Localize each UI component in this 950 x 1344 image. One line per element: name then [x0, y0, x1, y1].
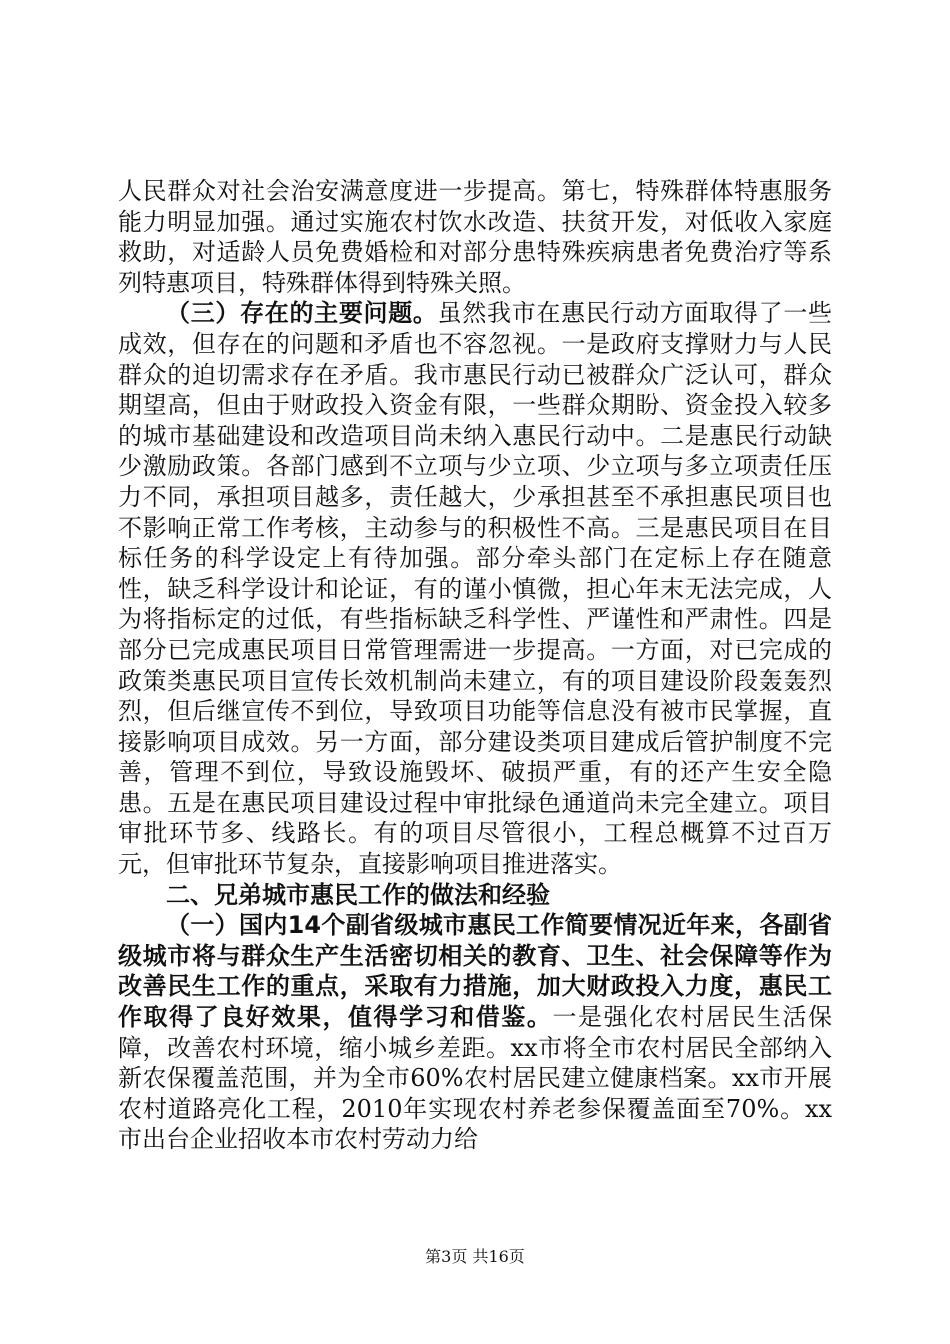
subheading-main-problems: （三）存在的主要问题。 [166, 299, 438, 328]
paragraph-main-problems [118, 298, 832, 879]
page-footer [0, 1244, 950, 1267]
document-body [118, 176, 832, 1155]
paragraph-other-cities [118, 910, 832, 1155]
page-number: 第3页 共16页 [425, 1247, 525, 1266]
subheading-other-cities: （一）国内14个副省级城市惠民工作简要情况近年来，各副省级城市将与群众生产生活密切相关的教育、卫生、社会保障等作为改善民生工作的重点，采取有力措施，加大财政投入力度，惠民工作取得了良好效果，值得学习和借鉴。 [118, 911, 832, 1032]
paragraph-other-cities-text: 一是强化农村居民生活保障，改善农村环境，缩小城乡差距。xx市将全市农村居民全部纳入新农保覆盖范围，并为全市60%农村居民建立健康档案。xx市开展农村道路亮化工程，2010年实现农村养老参保覆盖面至70%。xx市出台企业招收本市农村劳动力给 [118, 1003, 833, 1154]
paragraph-continuation: 人民群众对社会治安满意度进一步提高。第七，特殊群体特惠服务能力明显加强。通过实施农村饮水改造、扶贫开发，对低收入家庭救助，对适龄人员免费婚检和对部分患特殊疾病患者免费治疗等系列特惠项目，特殊群体得到特殊关照。 [118, 177, 832, 297]
section-heading [118, 880, 832, 911]
section-heading-text: 二、兄弟城市惠民工作的做法和经验 [166, 880, 550, 909]
paragraph-main-problems-text: 虽然我市在惠民行动方面取得了一些成效，但存在的问题和矛盾也不容忽视。一是政府支撑财力与人民群众的迫切需求存在矛盾。我市惠民行动已被群众广泛认可，群众期望高，但由于财政投入资金有限，一些群众期盼、资金投入较多的城市基础建设和改造项目尚未纳入惠民行动中。二是惠民行动缺少激励政策。各部门感到不立项与少立项、少立项与多立项责任压力不同，承担项目越多，责任越大，少承担甚至不承担惠民项目也不影响正常工作考核，主动参与的积极性不高。三是惠民项目在目标任务的科学设定上有待加强。部分牵头部门在定标上存在随意性，缺乏科学设计和论证，有的谨小慎微，担心年末无法完成，人为将指标定的过低，有些指标缺乏科学性、严谨性和严肃性。四是部分已完成惠民项目日常管理需进一步提高。一方面，对已完成的政策类惠民项目宣传长效机制尚未建立，有的项目建设阶段轰轰烈烈，但后继宣传不到位，导致项目功能等信息没有被市民掌握，直接影响项目成效。另一方面，部分建设类项目建成后管护制度不完善，管理不到位，导致设施毁坏、破损严重，有的还产生安全隐患。五是在惠民项目建设过程中审批绿色通道尚未完全建立。项目审批环节多、线路长。有的项目尽管很小，工程总概算不过百万元，但审批环节复杂，直接影响项目推进落实。 [118, 299, 833, 879]
